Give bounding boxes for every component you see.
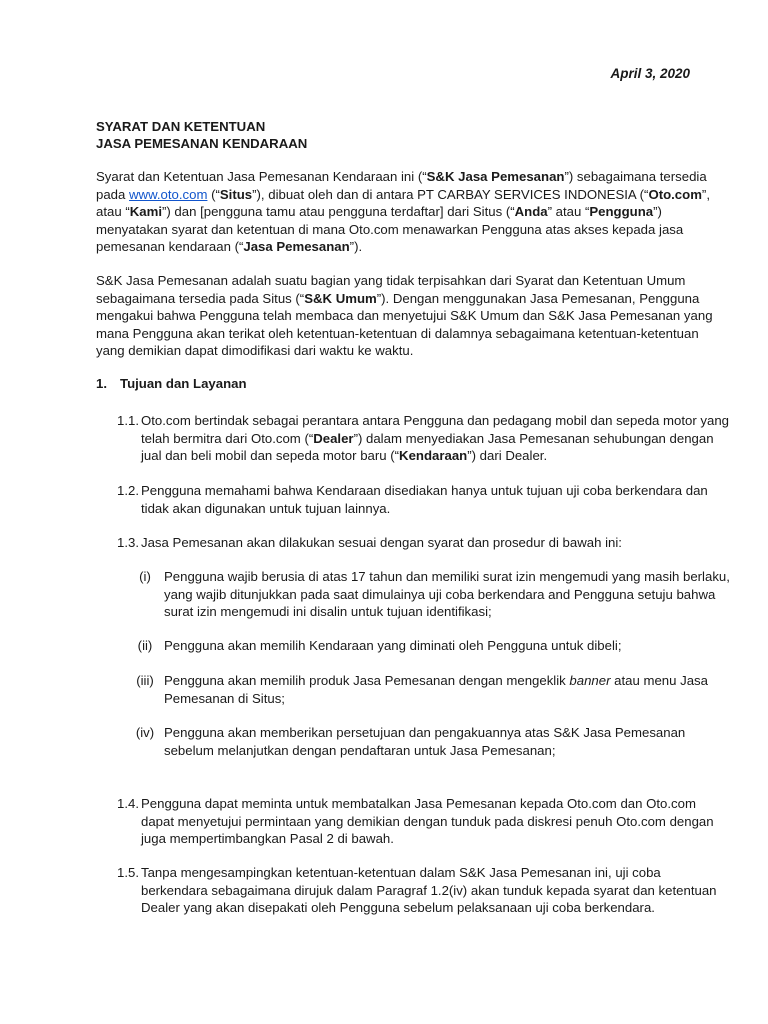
clause-text: Jasa Pemesanan akan dilakukan sesuai dengan syarat dan prosedur di bawah ini: [141, 535, 622, 550]
subclause-text: Pengguna akan memilih Kendaraan yang diminati oleh Pengguna untuk dibeli; [164, 638, 622, 653]
defined-term: S&K Jasa Pemesanan [426, 169, 565, 184]
subclause-text: Pengguna akan memberikan persetujuan dan pengakuannya atas S&K Jasa Pemesanan sebelum melanjutkan dengan pendaftaran untuk Jasa Pemesanan; [164, 725, 686, 758]
clause-1-3 [117, 534, 729, 552]
intro-paragraph [96, 168, 726, 256]
subclause-number: (i) [139, 569, 151, 584]
clause-text: Tanpa mengesampingkan ketentuan-ketentuan dalam S&K Jasa Pemesanan ini, uji coba berkendara sebagaimana dirujuk dalam Paragraf 1.2(iv) akan tunduk kepada syarat dan ketentuan Dealer yang akan disepakati oleh Pengguna sebelum pelaksanaan uji coba berkendara. [141, 865, 717, 915]
italic-term: banner [569, 673, 611, 688]
subclause-number: (iii) [136, 673, 154, 688]
text-run: ”) menyatakan syarat dan ketentuan di mana Oto.com menawarkan Pengguna atas akses kepada jasa pemesanan kendaraan (“ [96, 204, 684, 254]
clause-number: 1.5. [117, 865, 139, 880]
clause-number: 1.1. [117, 413, 139, 428]
clause-number: 1.3. [117, 535, 139, 550]
subclause-number: (iv) [135, 725, 155, 740]
clause-number: 1.2. [117, 483, 139, 498]
text-run: atau menu Jasa Pemesanan di Situs; [164, 673, 708, 706]
subclause-text [164, 672, 732, 707]
subclause-iv [132, 724, 732, 759]
text-run: ”) dalam menyediakan Jasa Pemesanan sehubungan dengan jual dan beli mobil dan sepeda motor baru (“ [141, 430, 714, 463]
text-run: (“ [207, 186, 220, 202]
text-run: ” atau “ [547, 204, 590, 219]
text-run: ”), dibuat oleh dan di antara PT CARBAY SERVICES INDONESIA (“ [252, 186, 649, 202]
clause-1-2 [117, 482, 729, 517]
defined-term: Jasa Pemesanan [243, 239, 350, 254]
text-run: Syarat dan Ketentuan Jasa Pemesanan Kendaraan ini (“ [96, 169, 427, 184]
defined-term: Anda [514, 204, 548, 219]
subclause-number: (ii) [137, 638, 153, 653]
section-number: 1. [96, 376, 107, 391]
text-run: ”) sebagaimana tersedia pada [96, 169, 707, 202]
defined-term: Situs [219, 186, 253, 202]
section-heading [96, 375, 247, 393]
section-title: Tujuan dan Layanan [120, 376, 247, 391]
text-run: ”). Dengan menggunakan Jasa Pemesanan, Pengguna mengakui bahwa Pengguna telah membaca dan menyetujui S&K Umum dan S&K Jasa Pemesanan yang mana Pengguna akan terikat oleh ketentuan-ketentuan di dalamnya sebagaimana ketentuan-ketentuan yang demikian dapat dimodifikasi dari waktu ke waktu. [96, 290, 713, 358]
document-title [96, 118, 307, 152]
text-run: S&K Jasa Pemesanan adalah suatu bagian yang tidak terpisahkan dari Syarat dan Ketentuan Umum sebagaimana tersedia pada Situs (“ [96, 273, 686, 306]
defined-term: Kami [129, 204, 162, 219]
subclause-text: Pengguna wajib berusia di atas 17 tahun dan memiliki surat izin mengemudi yang masih berlaku, yang wajib ditunjukkan pada saat dimulainya uji coba berkendara and Pengguna setuju bahwa surat izin mengemudi ini disalin untuk tujuan identifikasi; [164, 569, 730, 619]
title-line-2: JASA PEMESANAN KENDARAAN [96, 136, 308, 151]
clause-text: Pengguna memahami bahwa Kendaraan disediakan hanya untuk tujuan uji coba berkendara dan tidak akan digunakan untuk tujuan lainnya. [141, 483, 708, 516]
clause-number: 1.4. [117, 796, 139, 811]
text-run: Pengguna akan memilih produk Jasa Pemesanan dengan mengeklik [164, 673, 570, 688]
text-run: ”, atau “ [96, 186, 710, 219]
defined-term: Oto.com [648, 186, 702, 202]
text-run: Oto.com bertindak sebagai perantara antara Pengguna dan pedagang mobil dan sepeda motor yang telah bermitra dari Oto.com (“ [141, 413, 729, 446]
scope-paragraph [96, 272, 726, 360]
text-run: ”) dari Dealer. [467, 448, 548, 463]
text-run: ”) dan [pengguna tamu atau pengguna terdaftar] dari Situs (“ [161, 204, 515, 219]
document-date: April 3, 2020 [610, 66, 690, 81]
clause-text [141, 412, 729, 465]
website-link[interactable]: www.oto.com [129, 186, 208, 202]
defined-term: S&K Umum [304, 290, 377, 306]
clause-text: Pengguna dapat meminta untuk membatalkan Jasa Pemesanan kepada Oto.com dan Oto.com dapat menyetujui permintaan yang demikian dengan tunduk pada diskresi penuh Oto.com dengan juga mempertimbangkan Pasal 2 di bawah. [141, 796, 714, 846]
subclause-iii [132, 672, 732, 707]
subclause-i [132, 568, 732, 621]
defined-term: Dealer [313, 430, 354, 446]
clause-1-4 [117, 795, 729, 848]
clause-1-5 [117, 864, 729, 917]
clause-1-1 [117, 412, 729, 465]
title-line-1: SYARAT DAN KETENTUAN [96, 119, 266, 134]
subclause-ii [132, 637, 732, 655]
defined-term: Kendaraan [399, 448, 468, 463]
text-run: ”). [349, 239, 363, 254]
defined-term: Pengguna [589, 204, 654, 219]
